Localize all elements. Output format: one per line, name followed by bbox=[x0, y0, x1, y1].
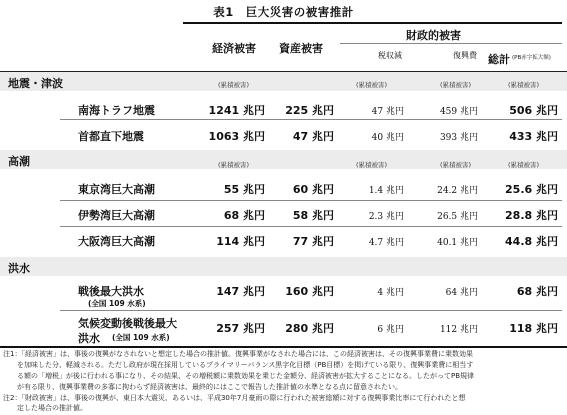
asset-damage-value: 160 兆円 bbox=[285, 285, 334, 298]
row-note: (全国 109 水系) bbox=[112, 333, 170, 342]
category-row-storm-surge bbox=[0, 150, 567, 169]
row-divider bbox=[60, 119, 562, 120]
category-label: 洪水 bbox=[8, 262, 30, 275]
cumulative-label: (累積被害) bbox=[356, 81, 388, 89]
total-value: 118 兆円 bbox=[509, 322, 558, 335]
row-note: (全国 109 水系) bbox=[88, 299, 146, 308]
row-name: 南海トラフ地震 bbox=[78, 104, 155, 117]
tax-loss-value: 6 兆円 bbox=[377, 325, 404, 335]
cumulative-label: (累積被害) bbox=[440, 81, 472, 89]
economic-damage-value: 55 兆円 bbox=[223, 183, 265, 196]
header-top-rule bbox=[183, 22, 562, 24]
category-label: 地震・津波 bbox=[8, 77, 63, 90]
row-name: 東京湾巨大高潮 bbox=[78, 183, 155, 196]
footnote-line: 注1：「経済被害」は、事後の復興がなされないと想定した場合の推計値。復興事業がなされた場合には、この経済被害は、その復興事業費に乗数効果 bbox=[3, 350, 473, 358]
footnote-line: 注2：「財政被害」は、事後の復興が、東日本大震災、あるいは、平成30年7月豪雨の際に行われた被害総額に対する復興事業比率にて行われたと想 bbox=[3, 394, 466, 402]
header-tax: 税収減 bbox=[378, 51, 402, 60]
table-title: 表1 巨大災害の被害推計 bbox=[213, 5, 354, 19]
row-name: 気候変動後戦後最大 bbox=[78, 317, 177, 330]
header-recovery: 復興費 bbox=[453, 51, 477, 60]
row-divider bbox=[60, 200, 562, 201]
total-value: 433 兆円 bbox=[509, 130, 558, 143]
footnote-line: を加味した分、軽減される。ただし政府が現在採用しているプライマリーバランス黒字化目標（PB目標）を掲げている限り、復興事業費に相当す bbox=[3, 361, 474, 369]
recovery-cost-value: 40.1 兆円 bbox=[437, 238, 478, 248]
footnote-line: る額の「増税」が後に行われる事になり、その結果、その増税額に乗数効果を乗じた金額分、経済被害が拡大することになる。したがってPB規律 bbox=[3, 372, 475, 380]
asset-damage-value: 58 兆円 bbox=[292, 209, 334, 222]
recovery-cost-value: 26.5 兆円 bbox=[437, 212, 478, 222]
fiscal-header-rule bbox=[340, 43, 562, 44]
asset-damage-value: 47 兆円 bbox=[292, 130, 334, 143]
asset-damage-value: 225 兆円 bbox=[285, 104, 334, 117]
economic-damage-value: 68 兆円 bbox=[223, 209, 265, 222]
category-row-flood bbox=[0, 257, 567, 276]
total-value: 68 兆円 bbox=[516, 285, 558, 298]
cumulative-label: (累積被害) bbox=[356, 161, 388, 169]
recovery-cost-value: 24.2 兆円 bbox=[437, 186, 478, 196]
row-divider bbox=[60, 226, 562, 227]
economic-damage-value: 147 兆円 bbox=[216, 285, 265, 298]
header-total-sub: (PB赤字拡大額) bbox=[512, 55, 551, 61]
economic-damage-value: 1241 兆円 bbox=[208, 104, 265, 117]
cumulative-label: (累積被害) bbox=[508, 81, 540, 89]
tax-loss-value: 47 兆円 bbox=[371, 107, 404, 117]
tax-loss-value: 40 兆円 bbox=[371, 133, 404, 143]
tax-loss-value: 1.4 兆円 bbox=[368, 186, 404, 196]
total-value: 506 兆円 bbox=[509, 104, 558, 117]
row-name: 戦後最大洪水 bbox=[78, 285, 144, 298]
row-name: 大阪湾巨大高潮 bbox=[78, 235, 155, 248]
row-name: 伊勢湾巨大高潮 bbox=[78, 209, 155, 222]
table-bottom-rule bbox=[0, 346, 567, 348]
asset-damage-value: 280 兆円 bbox=[285, 322, 334, 335]
economic-damage-value: 1063 兆円 bbox=[208, 130, 265, 143]
tax-loss-value: 2.3 兆円 bbox=[368, 212, 404, 222]
economic-damage-value: 257 兆円 bbox=[216, 322, 265, 335]
total-value: 25.6 兆円 bbox=[505, 183, 558, 196]
cumulative-label: (累積被害) bbox=[218, 161, 250, 169]
header-fiscal: 財政的被害 bbox=[406, 29, 461, 42]
total-value: 44.8 兆円 bbox=[505, 235, 558, 248]
recovery-cost-value: 459 兆円 bbox=[439, 107, 478, 117]
row-divider bbox=[60, 310, 562, 311]
cumulative-label: (累積被害) bbox=[440, 161, 472, 169]
economic-damage-value: 114 兆円 bbox=[216, 235, 265, 248]
tax-loss-value: 4.7 兆円 bbox=[368, 238, 404, 248]
recovery-cost-value: 112 兆円 bbox=[439, 325, 478, 335]
recovery-cost-value: 64 兆円 bbox=[445, 288, 478, 298]
asset-damage-value: 77 兆円 bbox=[292, 235, 334, 248]
header-economic: 経済被害 bbox=[212, 42, 256, 55]
row-name: 首都直下地震 bbox=[78, 130, 144, 143]
header-total: 総計 bbox=[488, 53, 510, 66]
recovery-cost-value: 393 兆円 bbox=[439, 133, 478, 143]
category-row-earthquake bbox=[0, 72, 567, 91]
cumulative-label: (累積被害) bbox=[218, 81, 250, 89]
footnote-line: 定した場合の推計値。 bbox=[3, 404, 87, 412]
category-label: 高潮 bbox=[8, 155, 30, 168]
total-value: 28.8 兆円 bbox=[505, 209, 558, 222]
cumulative-label: (累積被害) bbox=[508, 161, 540, 169]
row-name-continued: 洪水 bbox=[78, 332, 100, 345]
footnote-line: が有る限り、復興事業費の多寡に拘わらず経済被害は、最終的にはここで報告した推計値の水準となる点に留意されたい。 bbox=[3, 383, 402, 391]
tax-loss-value: 4 兆円 bbox=[377, 288, 404, 298]
header-asset: 資産被害 bbox=[279, 42, 323, 55]
asset-damage-value: 60 兆円 bbox=[292, 183, 334, 196]
